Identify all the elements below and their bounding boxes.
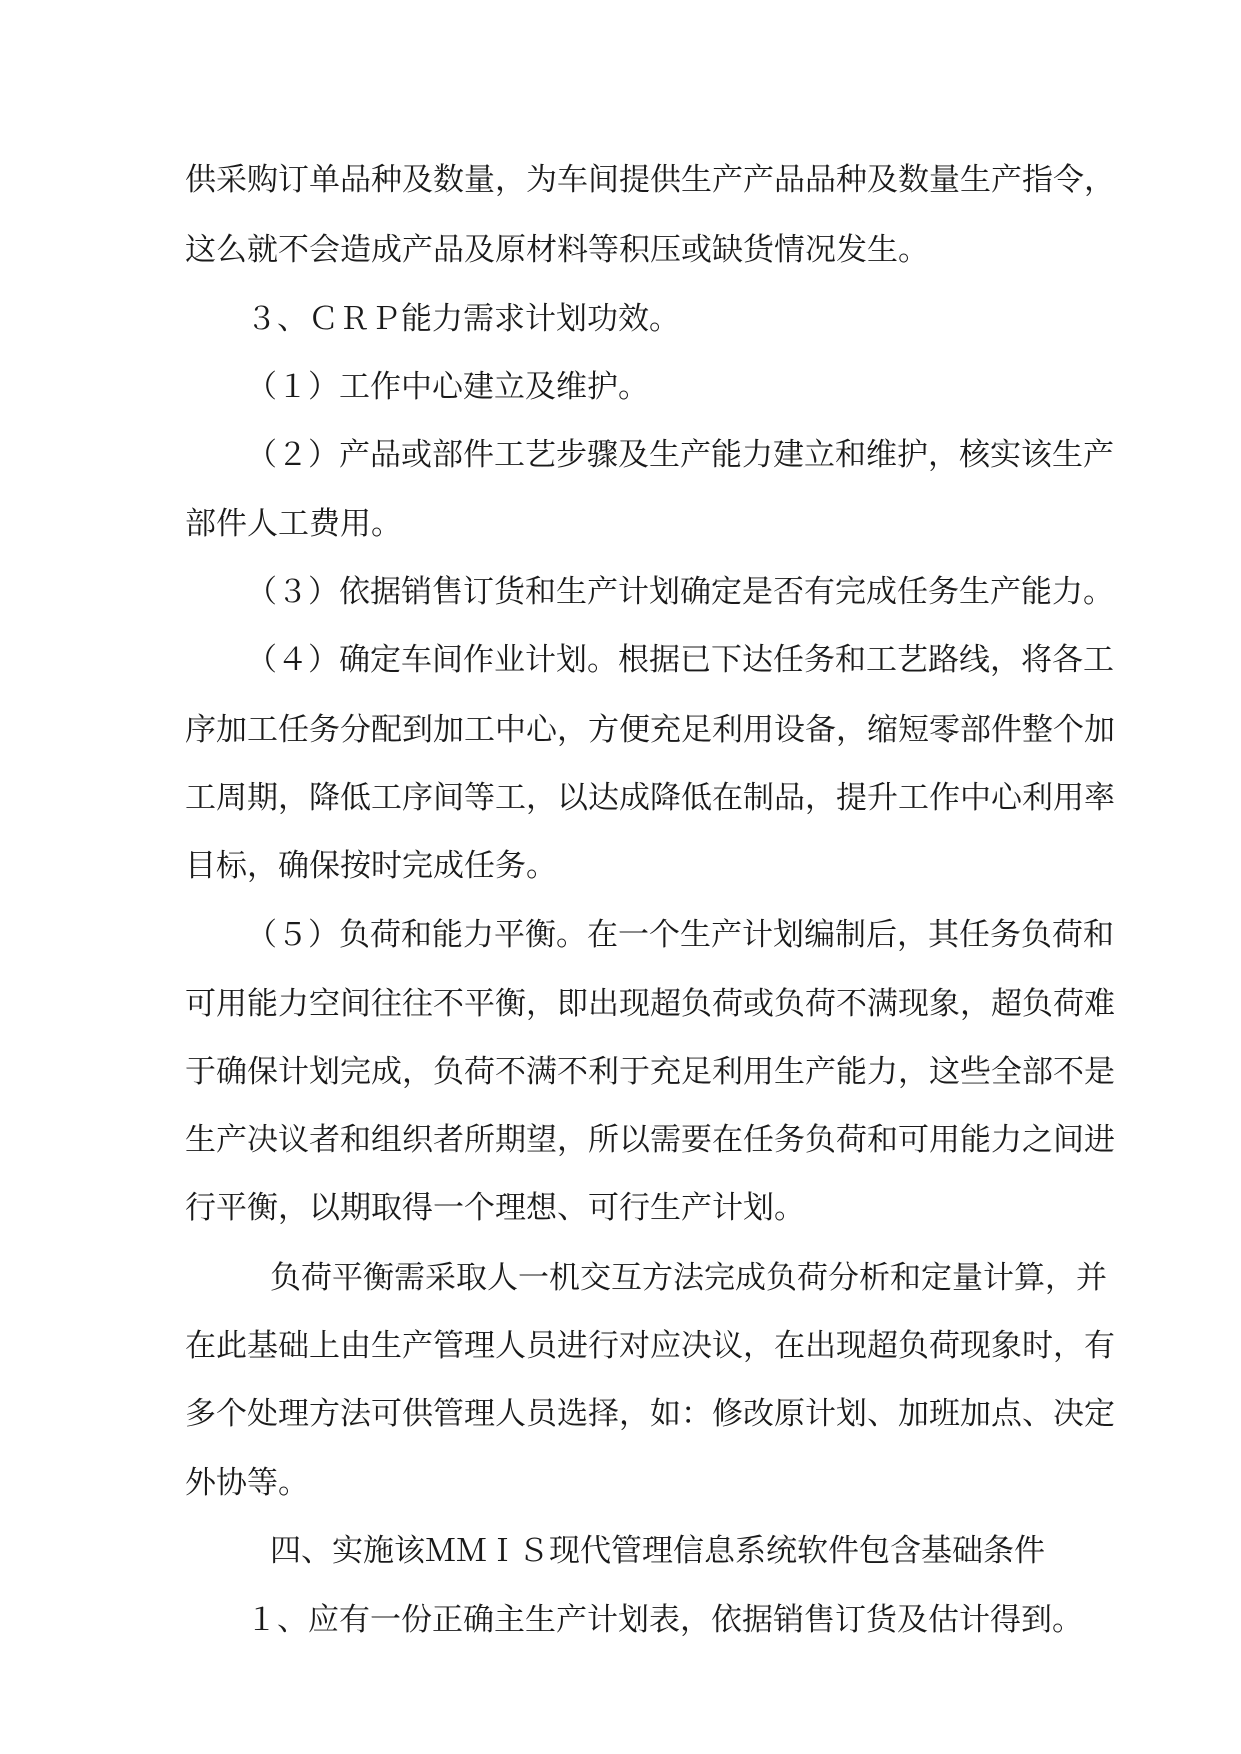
paragraph-line: 这么就不会造成产品及原材料等积压或缺货情况发生。 [185, 232, 929, 268]
paragraph-line: 在此基础上由生产管理人员进行对应决议，在出现超负荷现象时，有 [185, 1328, 1115, 1364]
section-heading: ３、ＣＲＰ能力需求计划功效。 [246, 301, 680, 337]
paragraph-line: 序加工任务分配到加工中心，方便充足利用设备，缩短零部件整个加 [185, 712, 1115, 748]
paragraph-line: （１）工作中心建立及维护。 [246, 369, 649, 405]
paragraph-line: 多个处理方法可供管理人员选择，如：修改原计划、加班加点、决定 [185, 1396, 1115, 1432]
paragraph-line: 生产决议者和组织者所期望，所以需要在任务负荷和可用能力之间进 [185, 1122, 1115, 1158]
section-heading: 四、实施该ＭＭＩＳ现代管理信息系统软件包含基础条件 [270, 1533, 1045, 1569]
paragraph-line: １、应有一份正确主生产计划表，依据销售订货及估计得到。 [246, 1602, 1083, 1638]
paragraph-line: （５）负荷和能力平衡。在一个生产计划编制后，其任务负荷和 [246, 917, 1114, 953]
paragraph-line: （４）确定车间作业计划。根据已下达任务和工艺路线，将各工 [246, 642, 1114, 678]
paragraph-line: 外协等。 [185, 1465, 309, 1501]
paragraph-line: 于确保计划完成，负荷不满不利于充足利用生产能力，这些全部不是 [185, 1054, 1115, 1090]
paragraph-line: （２）产品或部件工艺步骤及生产能力建立和维护，核实该生产 [246, 437, 1114, 473]
paragraph-line: 行平衡，以期取得一个理想、可行生产计划。 [185, 1190, 805, 1226]
paragraph-line: 可用能力空间往往不平衡，即出现超负荷或负荷不满现象，超负荷难 [185, 986, 1115, 1022]
paragraph-line: 供采购订单品种及数量，为车间提供生产产品品种及数量生产指令， [185, 162, 1115, 198]
paragraph-line: （３）依据销售订货和生产计划确定是否有完成任务生产能力。 [246, 574, 1114, 610]
paragraph-line: 负荷平衡需采取人一机交互方法完成负荷分析和定量计算，并 [270, 1260, 1107, 1296]
paragraph-line: 工周期，降低工序间等工，以达成降低在制品，提升工作中心利用率 [185, 780, 1115, 816]
paragraph-line: 目标，确保按时完成任务。 [185, 848, 557, 884]
paragraph-line: 部件人工费用。 [185, 506, 402, 542]
